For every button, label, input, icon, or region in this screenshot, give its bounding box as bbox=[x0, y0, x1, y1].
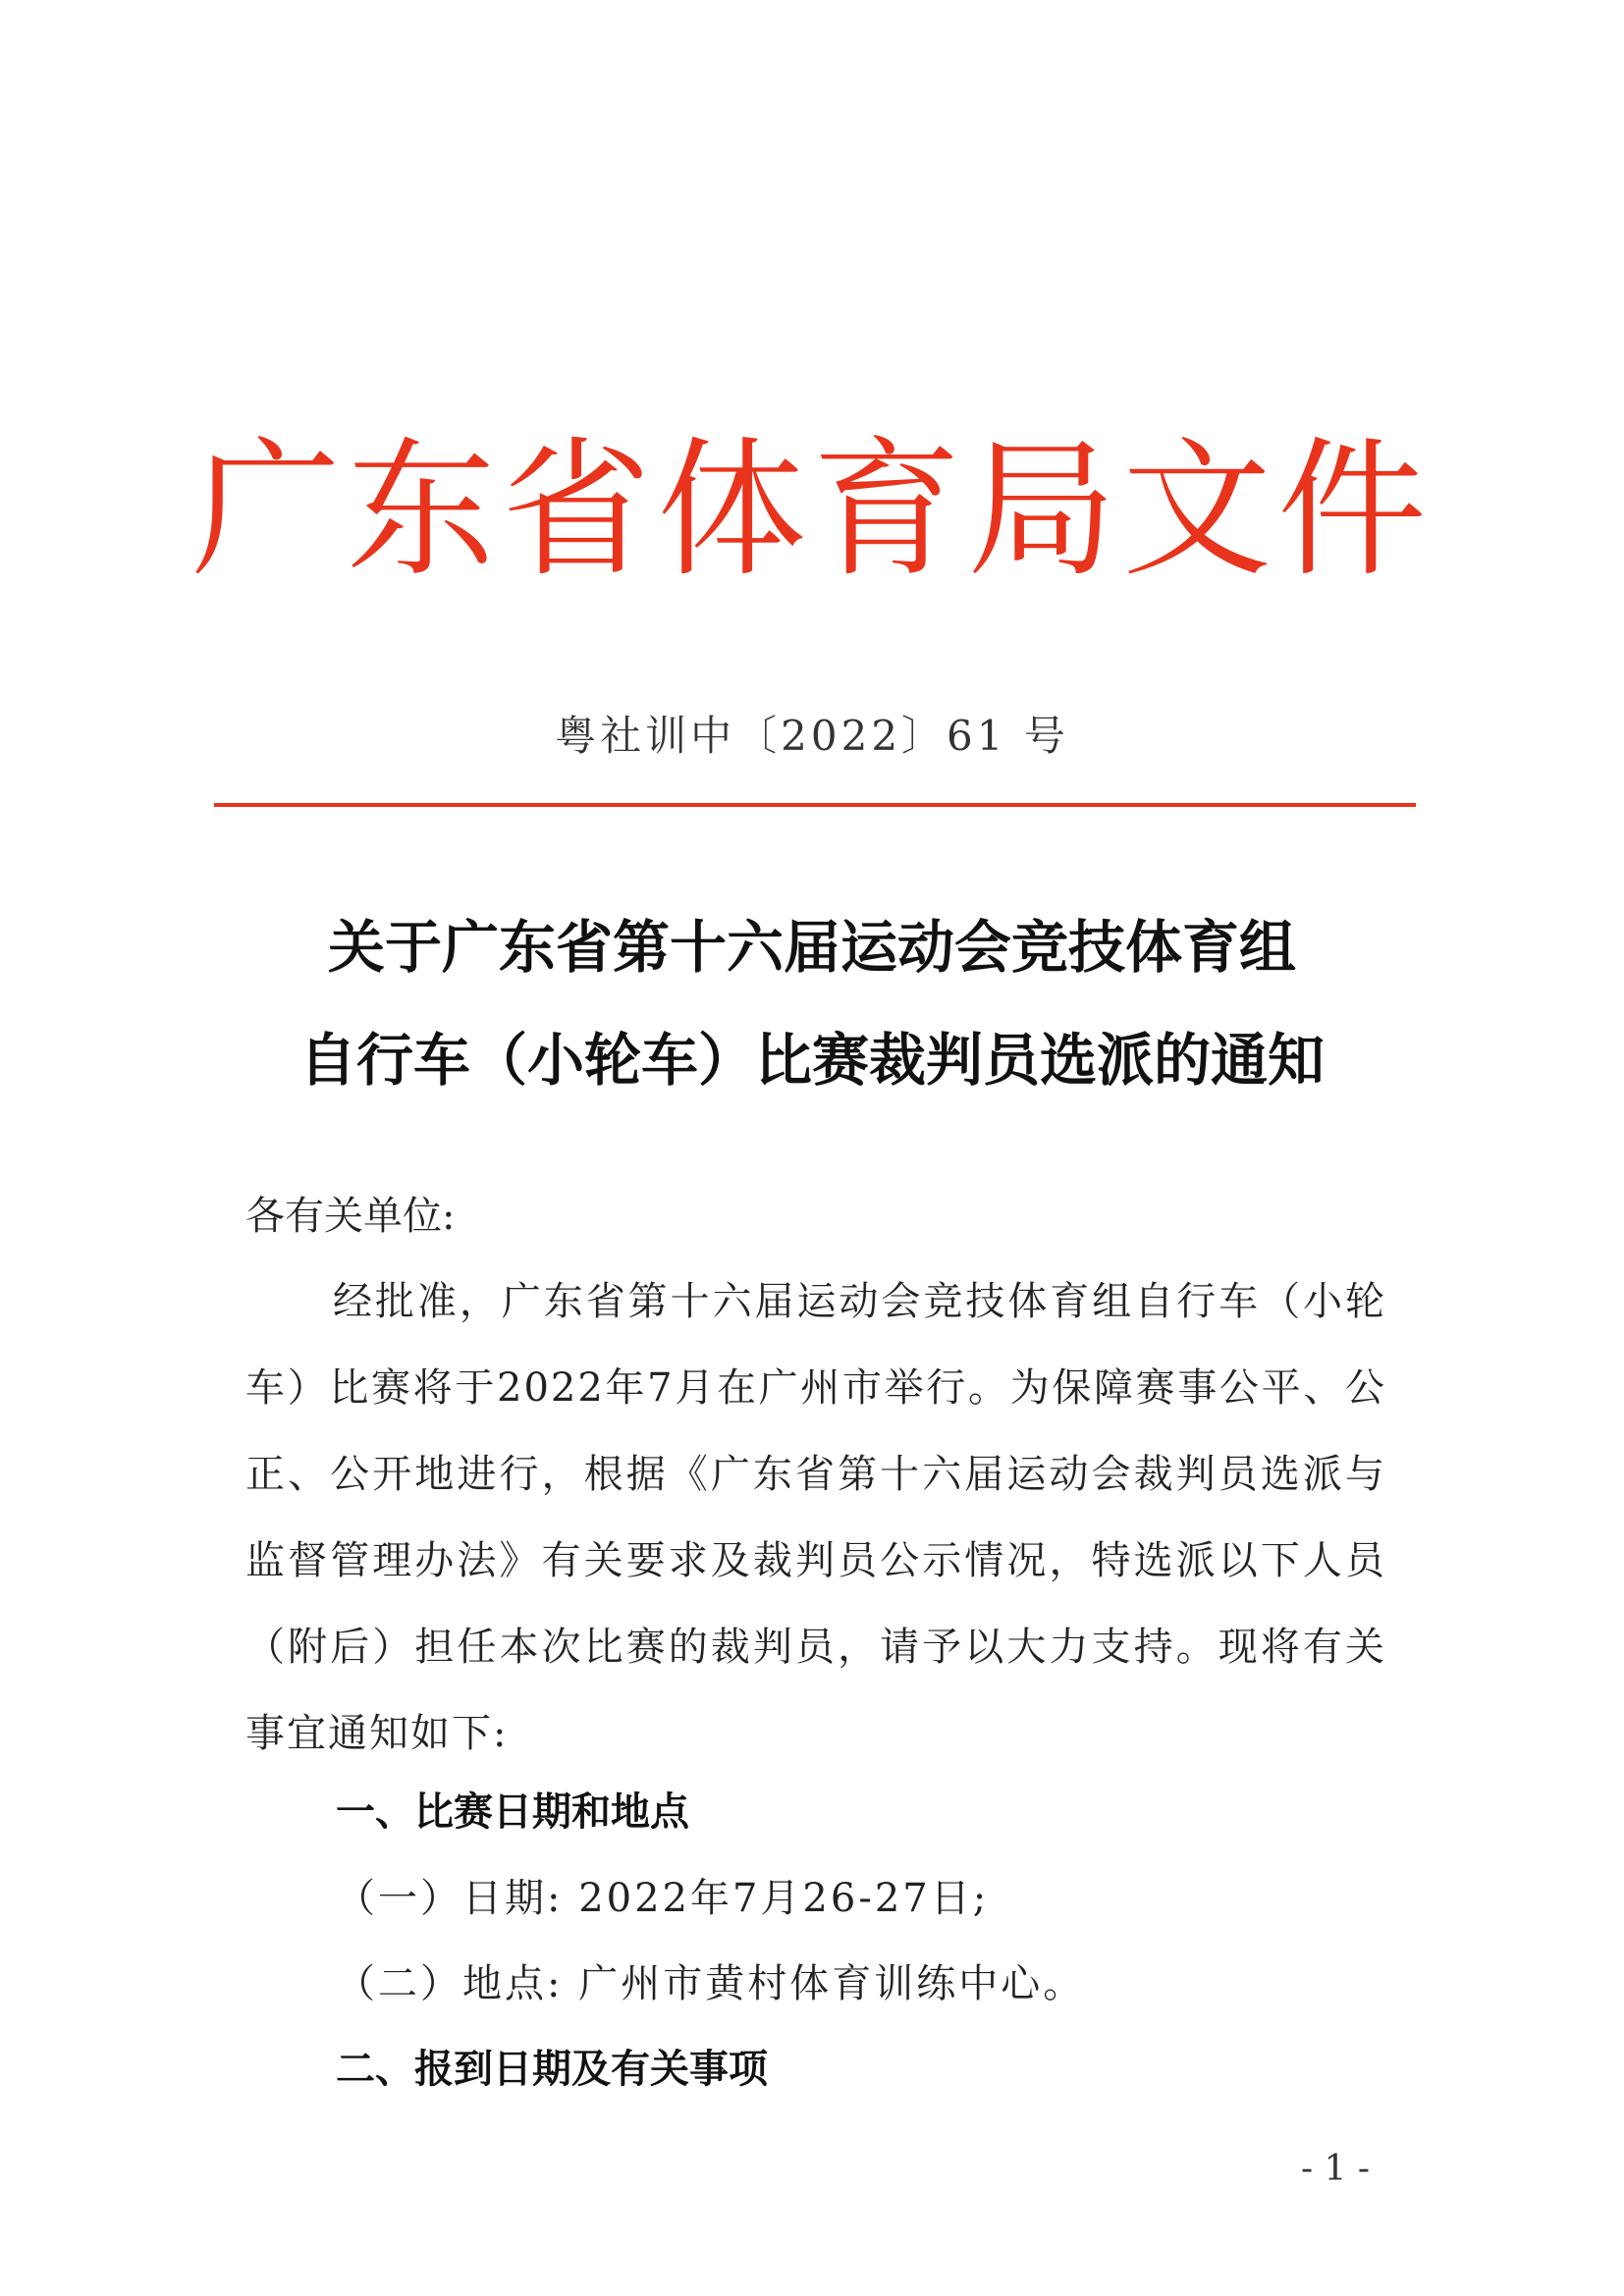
intro-text: 经批准，广东省第十六届运动会竞技体育组自行车（小轮车）比赛将于2022年7月在广州市举行。为保障赛事公平、公正、公开地进行，根据《广东省第十六届运动会裁判员选派与监督管理办法》有关要求及裁判员公示情况，特选派以下人员（附后）担任本次比赛的裁判员，请予以大力支持。现将有关事宜通知如下: bbox=[245, 1279, 1386, 1756]
section-heading-1: 一、比赛日期和地点 bbox=[336, 1789, 689, 1835]
section-1-item-date: （一）日期: 2022年7月26-27日; bbox=[336, 1876, 990, 1921]
intro-paragraph bbox=[245, 1258, 1386, 1777]
document-number: 粤社训中〔2022〕61 号 bbox=[555, 712, 1069, 760]
section-1-item-location: （二）地点: 广州市黄村体育训练中心。 bbox=[336, 1961, 1086, 2006]
header-divider bbox=[214, 803, 1416, 807]
salutation: 各有关单位: bbox=[245, 1194, 456, 1239]
notice-title-line-1: 关于广东省第十六届运动会竞技体育组 bbox=[327, 914, 1296, 981]
page-number: - 1 - bbox=[1300, 2149, 1371, 2189]
notice-title-line-2: 自行车（小轮车）比赛裁判员选派的通知 bbox=[298, 1027, 1325, 1094]
document-header-title: 广东省体育局文件 bbox=[191, 423, 1433, 597]
section-heading-2: 二、报到日期及有关事项 bbox=[336, 2047, 768, 2092]
